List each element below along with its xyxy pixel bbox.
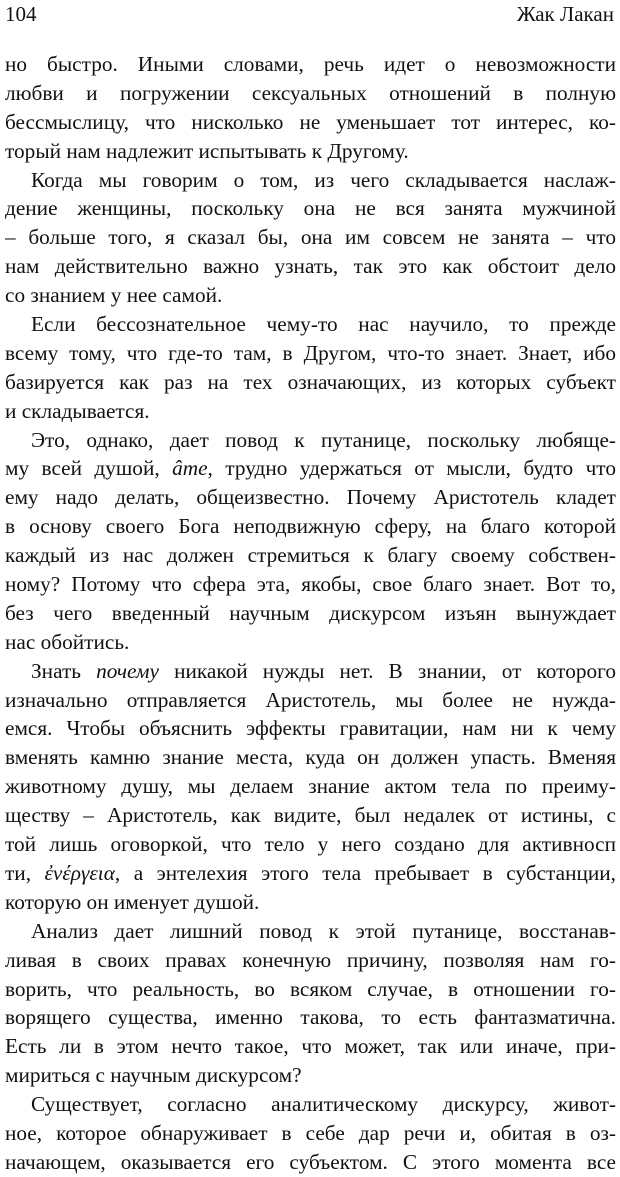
text-line: которую он именует душой. (5, 889, 260, 914)
text-line: без чего введенный научным дискурсом изъян вынуждает (5, 600, 616, 625)
text-line: Если бессознательное чему-то нас научило, то прежде (31, 312, 616, 337)
text-line: всему тому, что где-то там, в Другом, что-то знает. Знает, ибо (5, 340, 616, 365)
text-line: в основу своего Бога неподвижную сферу, на благо которой (5, 514, 616, 539)
text-segment: Знать (31, 658, 97, 683)
italic-term: почему (96, 658, 159, 683)
text-line: животному душу, мы делаем знание актом тела по преиму- (5, 774, 616, 799)
text-line: емся. Чтобы объяснить эффекты гравитации, нам ни к чему (5, 716, 616, 741)
text-line: Когда мы говорим о том, из чего складывается наслаж- (31, 167, 616, 192)
text-line: Существует, согласно аналитическому дискурсу, живот- (31, 1092, 616, 1117)
text-segment: ти, (5, 860, 45, 885)
text-line: – больше того, я сказал бы, она им совсем не занята – что (5, 225, 616, 250)
text-line: со знанием у нее самой. (5, 283, 223, 308)
text-line: Это, однако, дает повод к путанице, поскольку любяще- (31, 427, 616, 452)
text-line: ливая в своих правах конечную причину, позволяя нам го- (5, 947, 616, 972)
italic-term: ἐνέργεια (44, 860, 115, 885)
text-line: нас обойтись. (5, 629, 130, 654)
page-number: 104 (5, 2, 37, 26)
text-line: ное, которое обнаруживает в себе дар речи и, обитая в оз- (5, 1120, 616, 1145)
text-line: вменять камню знание места, куда он должен упасть. Вменяя (5, 745, 616, 770)
text-line: Анализ дает лишний повод к этой путанице, восстанав- (31, 918, 616, 943)
text-line: любви и погружении сексуальных отношений в полную (5, 80, 616, 105)
text-segment: , а энтелехия этого тела пребывает в субстанции, (114, 860, 616, 885)
text-line: мириться с научным дискурсом? (5, 1063, 302, 1088)
text-line: ворящего существа, именно такова, то есть фантазматична. (5, 1005, 616, 1030)
text-line: нам действительно важно узнать, так это как обстоит дело (5, 254, 616, 279)
italic-term: âme (172, 456, 208, 481)
text-line: базируется как раз на тех означающих, из которых субъект (5, 369, 616, 394)
text-line: ворить, что реальность, во всяком случае, в отношении го- (5, 976, 616, 1001)
text-line (5, 859, 616, 888)
text-line: той лишь оговоркой, что тело у него создано для активносп (5, 832, 616, 857)
text-line: ему надо делать, общеизвестно. Почему Аристотель кладет (5, 485, 616, 510)
text-line (5, 454, 616, 483)
text-segment: му всей душой, (5, 456, 173, 481)
text-segment: , трудно удержаться от мысли, будто что (207, 456, 616, 481)
text-line: и складывается. (5, 398, 150, 423)
running-title: Жак Лакан (516, 2, 614, 26)
text-line: начающем, оказывается его субъектом. С этого момента все (5, 1149, 616, 1174)
text-line: ществу – Аристотель, как видите, был недалек от истины, с (5, 803, 616, 828)
text-line (5, 657, 616, 686)
text-line: бессмыслицу, что нисколько не уменьшает тот интерес, ко- (5, 109, 616, 134)
text-line: торый нам надлежит испытывать к Другому. (5, 138, 409, 163)
text-line: Есть ли в этом нечто такое, что может, так или иначе, при- (5, 1034, 616, 1059)
text-line: но быстро. Иными словами, речь идет о невозможности (5, 52, 616, 76)
text-segment: никакой нужды нет. В знании, от которого (158, 658, 616, 683)
text-line: дение женщины, поскольку она не вся занята мужчиной (5, 196, 616, 221)
text-line: ному? Потому что сфера эта, якобы, свое благо знает. Вот то, (5, 572, 616, 597)
text-line: изначально отправляется Аристотель, мы более не нужда- (5, 687, 616, 712)
body-text (5, 50, 616, 1177)
text-line: каждый из нас должен стремиться к благу своему собствен- (5, 543, 616, 568)
running-head (5, 2, 614, 26)
